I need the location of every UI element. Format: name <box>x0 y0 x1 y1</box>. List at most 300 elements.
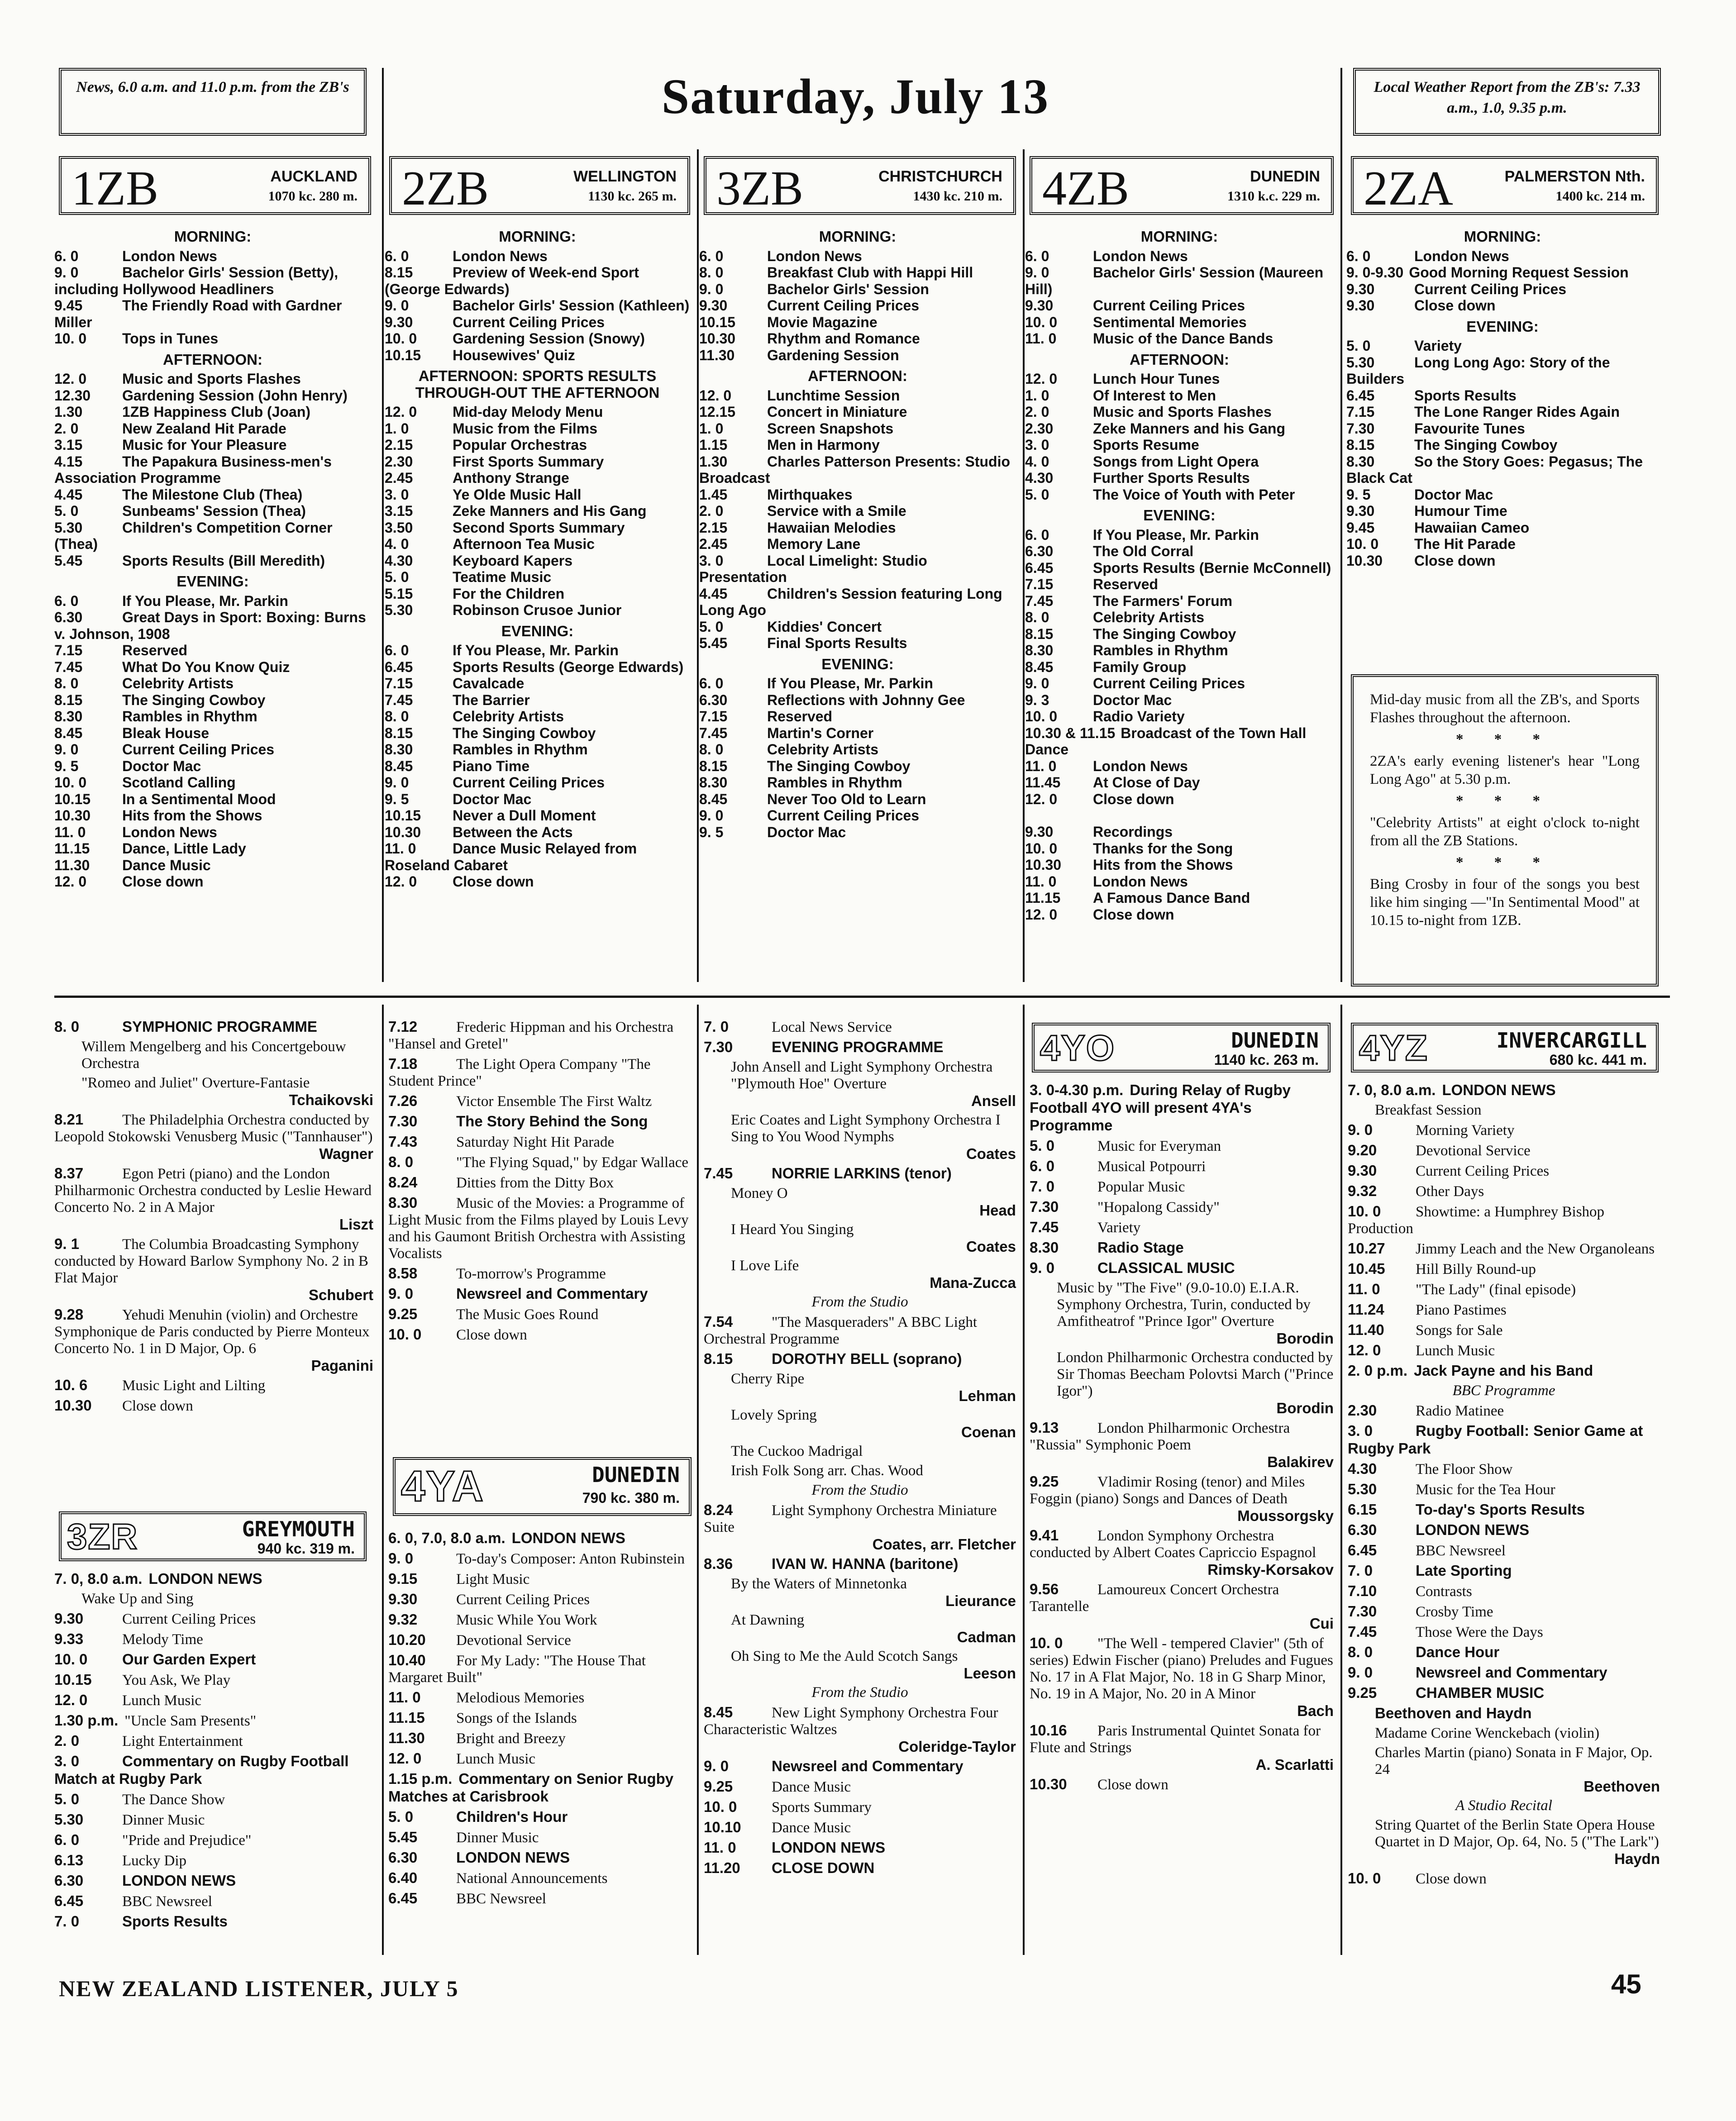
programme-entry <box>1348 1684 1660 1702</box>
schedule-entry <box>54 873 371 890</box>
schedule-entry <box>1025 725 1334 758</box>
schedule-entry <box>1346 536 1659 553</box>
entry-title: Thanks for the Song <box>1093 840 1233 857</box>
entry-title: Close down <box>1097 1777 1168 1793</box>
entry-title: To-morrow's Programme <box>456 1266 606 1282</box>
entry-title: Rambles in Rhythm <box>767 774 902 791</box>
entry-title: Long Long Ago: Story of the Builders <box>1346 354 1610 387</box>
entry-time: 8.15 <box>385 264 413 281</box>
entry-time: 10.30 <box>1346 552 1383 569</box>
programme-entry <box>1348 1142 1660 1159</box>
entry-title: Great Days in Sport: Boxing: Burns v. Johnson, 1908 <box>54 609 366 642</box>
entry-title: Newsreel and Commentary <box>1416 1664 1607 1681</box>
programme-entry <box>704 1350 1016 1368</box>
schedule-entry <box>54 824 371 841</box>
entry-title: Melodious Memories <box>456 1690 585 1706</box>
schedule-entry <box>1346 520 1659 536</box>
entry-time: 9. 5 <box>1346 486 1371 503</box>
schedule-entry <box>54 593 371 610</box>
entry-time: 6. 0 <box>1025 526 1049 543</box>
entry-title: The Singing Cowboy <box>767 758 911 774</box>
station-frequency: 1430 kc. 210 m. <box>913 189 1002 204</box>
entry-title: Gardening Session (Snowy) <box>453 330 645 347</box>
entry-title: Dance Music <box>772 1820 851 1836</box>
column-rule <box>382 1005 384 1955</box>
entry-time: 4.30 <box>1025 470 1054 486</box>
entry-title: During Relay of Rugby Football 4YO will present 4YA's Programme <box>1030 1082 1291 1134</box>
programme-entry <box>1348 1521 1660 1539</box>
programme-entry <box>54 1039 373 1072</box>
programme-entry <box>388 1092 692 1110</box>
entry-title: London News <box>1093 758 1188 774</box>
schedule-entry <box>1346 420 1659 437</box>
entry-time: 5.45 <box>388 1829 418 1845</box>
entry-title: Variety <box>1097 1220 1141 1236</box>
entry-time: 10.15 <box>54 791 91 807</box>
entry-time: 7.26 <box>388 1092 418 1109</box>
entry-title: Concert in Miniature <box>767 404 907 420</box>
entry-title: The Dance Show <box>122 1792 225 1808</box>
programme-entry <box>1348 1102 1660 1119</box>
entry-title: For My Lady: "The House That Margaret Built" <box>388 1653 646 1686</box>
column-rule <box>697 149 699 982</box>
entry-title: Close down <box>453 873 534 890</box>
programme-entry <box>54 1892 373 1910</box>
entry-time: 12. 0 <box>54 873 87 890</box>
entry-time: 1.15 p.m. <box>388 1770 453 1787</box>
entry-time: 12. 0 <box>1025 791 1058 807</box>
entry-time: 7.45 <box>704 1165 733 1182</box>
schedule-entry <box>385 602 690 619</box>
entry-time: 6.45 <box>1025 559 1054 576</box>
entry-time: 5.45 <box>699 635 728 651</box>
programme-entry <box>54 1591 373 1607</box>
entry-title: Commentary on Senior Rugby Matches at Carisbrook <box>388 1770 674 1805</box>
entry-title: Housewives' Quiz <box>453 347 575 363</box>
entry-time: 6. 0 <box>1346 248 1371 264</box>
entry-time: 9. 0 <box>388 1550 414 1567</box>
entry-title: The Light Opera Company "The Student Prince" <box>388 1056 651 1089</box>
entry-title: Doctor Mac <box>1093 691 1172 708</box>
entry-title: Bright and Breezy <box>456 1730 566 1747</box>
programme-entry <box>1348 1281 1660 1298</box>
schedule-entry <box>54 264 371 297</box>
schedule-entry <box>385 692 690 709</box>
programme-entry <box>54 1913 373 1930</box>
entry-time: 11. 0 <box>704 1839 736 1856</box>
programme-entry <box>704 1407 1016 1440</box>
entry-time: 8.30 <box>699 774 728 791</box>
station-logo: 4YA <box>401 1462 484 1511</box>
programme-entry <box>704 1313 1016 1348</box>
programme-entry <box>704 1778 1016 1796</box>
entry-title: CLOSE DOWN <box>772 1859 875 1876</box>
schedule-entry <box>1025 387 1334 404</box>
entry-title: Family Group <box>1093 658 1187 675</box>
schedule-entry <box>699 420 1016 437</box>
entry-time: 10.30 <box>1030 1776 1067 1792</box>
entry-title: LONDON NEWS <box>1416 1521 1530 1538</box>
entry-time: 2.30 <box>1348 1402 1377 1419</box>
programme-entry <box>704 1798 1016 1816</box>
entry-time: 11.30 <box>388 1730 425 1746</box>
entry-time: 9. 0 <box>1348 1664 1373 1681</box>
entry-time: 6.45 <box>1348 1542 1377 1559</box>
entry-title: Celebrity Artists <box>453 708 564 724</box>
entry-title: Final Sports Results <box>767 635 907 651</box>
programme-entry <box>54 1630 373 1648</box>
entry-title: Showtime: a Humphrey Bishop Production <box>1348 1204 1605 1237</box>
programme-entry <box>388 1849 692 1867</box>
schedule-entry <box>1025 659 1334 676</box>
entry-title: The Philadelphia Orchestra conducted by Leopold Stokowski Venusberg Music ("Tannhauser") <box>54 1112 373 1145</box>
entry-title: For the Children <box>453 585 565 602</box>
entry-time: 9.30 <box>1025 824 1054 840</box>
schedule-entry <box>699 725 1016 742</box>
entry-title: London Philharmonic Orchestra "Russia" Symphonic Poem <box>1030 1420 1290 1453</box>
entry-title: "Pride and Prejudice" <box>122 1832 252 1849</box>
entry-title: LONDON NEWS <box>456 1849 570 1866</box>
station-city: CHRISTCHURCH <box>878 168 1002 185</box>
entry-title: First Sports Summary <box>453 453 604 470</box>
entry-time: 1. 0 <box>385 420 409 437</box>
entry-time: 6. 0 <box>699 248 724 264</box>
section-heading: AFTERNOON: SPORTS RESULTS THROUGH-OUT THE AFTERNOON <box>415 367 660 401</box>
entry-time: 9.13 <box>1030 1419 1059 1436</box>
schedule-entry <box>699 553 1016 586</box>
entry-title: Doctor Mac <box>767 824 846 840</box>
programme-entry <box>1348 1162 1660 1180</box>
entry-title: Movie Magazine <box>767 314 878 330</box>
entry-time: 10.30 <box>54 807 91 824</box>
entry-time: 8.45 <box>385 758 413 774</box>
entry-time: 9. 5 <box>54 758 79 774</box>
entry-title: Yehudi Menuhin (violin) and Orchestre Symphonique de Paris conducted by Pierre Monteux Concerto No. 1 in D Major, Op. 6 <box>54 1307 370 1357</box>
entry-time: 9. 0 <box>54 741 79 758</box>
station-frequency: 1140 kc. 263 m. <box>1214 1052 1319 1068</box>
entry-title: LONDON NEWS <box>148 1570 262 1587</box>
schedule-entry <box>1025 807 1334 824</box>
schedule-entry <box>54 741 371 758</box>
station-callsign: 3ZB <box>716 162 804 215</box>
schedule-entry <box>1025 824 1334 840</box>
composer: Coleridge-Taylor <box>898 1738 1016 1755</box>
schedule-entry <box>1025 264 1334 297</box>
entry-time: 7.12 <box>388 1018 418 1035</box>
schedule-entry <box>699 741 1016 758</box>
entry-title: LONDON NEWS <box>1442 1082 1556 1098</box>
schedule-entry <box>699 437 1016 453</box>
entry-title: Dance Music Relayed from Roseland Cabaret <box>385 840 637 873</box>
entry-time: 10.30 & 11.15 <box>1025 724 1116 741</box>
entry-time: 7.45 <box>54 658 83 675</box>
entry-title: The Singing Cowboy <box>453 724 596 741</box>
entry-time: 3. 0 <box>1348 1422 1373 1439</box>
entry-time: 6.30 <box>54 609 83 625</box>
entry-title: Zeke Manners and his Gang <box>1093 420 1285 437</box>
entry-title: Service with a Smile <box>767 503 906 519</box>
entry-time: 5.30 <box>54 1811 84 1828</box>
schedule-entry <box>385 675 690 692</box>
entry-title: Sports Results <box>122 1913 228 1930</box>
entry-title: Celebrity Artists <box>122 675 234 691</box>
entry-title: London News <box>1414 248 1509 264</box>
entry-title: The Music Goes Round <box>456 1306 599 1323</box>
programme-entry <box>1348 1870 1660 1887</box>
entry-title: Music for the Tea Hour <box>1416 1482 1555 1498</box>
composer: Mana-Zucca <box>930 1274 1016 1291</box>
entry-time: 4.30 <box>385 552 413 569</box>
entry-time: 11. 0 <box>1025 873 1057 890</box>
entry-title: Music for Your Pleasure <box>122 437 287 453</box>
station-box-3 <box>1030 156 1334 215</box>
news-times-note: News, 6.0 a.m. and 11.0 p.m. from the ZB's <box>59 68 367 136</box>
entry-time: 8.30 <box>388 1194 418 1211</box>
entry-title: Mirthquakes <box>767 486 853 503</box>
schedule-entry <box>385 314 690 331</box>
station-box-2 <box>704 156 1016 215</box>
entry-title: Scotland Calling <box>122 774 236 791</box>
entry-time: 10. 0 <box>1025 840 1058 857</box>
entry-title: Devotional Service <box>1416 1143 1531 1159</box>
schedule-entry <box>54 387 371 404</box>
entry-title: If You Please, Mr. Parkin <box>453 642 619 658</box>
entry-title: London Philharmonic Orchestra conducted by Sir Thomas Beecham Polovtsi March ("Prince Igor") <box>1057 1349 1334 1399</box>
entry-title: Close down <box>456 1327 527 1343</box>
programme-entry <box>54 1075 373 1108</box>
note-item: 2ZA's early evening listener's hear "Long Long Ago" at 5.30 p.m. <box>1370 753 1640 787</box>
programme-entry <box>1348 1460 1660 1478</box>
entry-title: Reserved <box>1093 576 1159 592</box>
station-frequency: 1070 kc. 280 m. <box>268 189 358 204</box>
entry-time: 8.30 <box>1025 642 1054 658</box>
schedule-entry <box>699 297 1016 314</box>
station-frequency: 1310 k.c. 229 m. <box>1227 189 1320 204</box>
entry-title: Those Were the Days <box>1416 1624 1543 1640</box>
entry-time: 9. 0 <box>1025 264 1049 281</box>
schedule-entry <box>385 248 690 265</box>
entry-title: I Love Life <box>731 1258 799 1274</box>
entry-time: 11. 0 <box>1348 1281 1380 1297</box>
entry-time: 9. 0 <box>699 807 724 824</box>
entry-time: 9.30 <box>54 1610 84 1627</box>
composer: Liszt <box>339 1216 373 1233</box>
programme-entry <box>54 1831 373 1849</box>
schedule-entry <box>1025 576 1334 593</box>
schedule-entry <box>699 264 1016 281</box>
lower-column-4ya <box>388 1530 692 1910</box>
station-logo: 4YZ <box>1359 1028 1428 1068</box>
programme-entry <box>1030 1198 1334 1216</box>
programme-entry <box>1348 1744 1660 1795</box>
programme-entry <box>1348 1362 1660 1380</box>
station-box-4 <box>1351 156 1659 215</box>
station-box-1 <box>389 156 690 215</box>
entry-title: Current Ceiling Prices <box>453 774 605 791</box>
lower-column-2 <box>388 1018 692 1346</box>
page-title: Saturday, July 13 <box>661 69 1049 124</box>
entry-time: 6. 0 <box>699 675 724 691</box>
programme-entry <box>704 1039 1016 1056</box>
entry-time: 2.30 <box>1025 420 1054 437</box>
entry-title: The Papakura Business-men's Association Programme <box>54 453 332 486</box>
entry-title: Never a Dull Moment <box>453 807 596 824</box>
entry-title: Ditties from the Ditty Box <box>456 1175 614 1191</box>
entry-time: 9.25 <box>1030 1473 1059 1490</box>
entry-title: Close down <box>122 873 204 890</box>
programme-entry <box>388 1709 692 1727</box>
schedule-entry <box>1025 857 1334 873</box>
programme-entry <box>1348 1644 1660 1661</box>
entry-time: 6. 0 <box>385 248 409 264</box>
schedule-entry <box>1025 692 1334 709</box>
entry-time: 9. 0 <box>1025 675 1049 691</box>
entry-time: 8.45 <box>54 724 83 741</box>
station-schedule-3 <box>1025 224 1334 923</box>
entry-title: John Ansell and Light Symphony Orchestra "Plymouth Hoe" Overture <box>731 1059 993 1092</box>
programme-entry <box>1030 1419 1334 1470</box>
schedule-entry <box>699 758 1016 775</box>
entry-title: Favourite Tunes <box>1414 420 1525 437</box>
entry-time: 10.15 <box>54 1671 92 1688</box>
entry-time: 2. 0 <box>1025 404 1049 420</box>
entry-title: Light Symphony Orchestra Miniature Suite <box>704 1502 997 1535</box>
entry-title: Music for Everyman <box>1097 1138 1221 1154</box>
entry-title: Dinner Music <box>456 1830 539 1846</box>
notes-box <box>1351 674 1659 987</box>
entry-title: Hits from the Shows <box>1093 857 1233 873</box>
entry-time: 6.30 <box>54 1872 84 1889</box>
entry-title: Current Ceiling Prices <box>1093 675 1245 691</box>
station-logo: 4YO <box>1040 1028 1116 1068</box>
entry-title: Celebrity Artists <box>1093 609 1204 625</box>
entry-time: 8.30 <box>1030 1239 1059 1256</box>
schedule-entry <box>699 314 1016 331</box>
schedule-entry <box>1346 354 1659 387</box>
entry-time: 9. 0 <box>54 264 79 281</box>
station-city: PALMERSTON Nth. <box>1504 168 1645 185</box>
entry-title: Dance Hour <box>1416 1644 1500 1660</box>
section-heading: AFTERNOON: <box>1130 351 1229 368</box>
programme-entry <box>54 1872 373 1890</box>
schedule-entry <box>54 503 371 520</box>
entry-time: 10.10 <box>704 1819 741 1835</box>
entry-time: 12. 0 <box>1025 906 1058 923</box>
section-heading: MORNING: <box>819 228 897 245</box>
schedule-entry <box>699 692 1016 709</box>
entry-time: 7.15 <box>1346 404 1375 420</box>
entry-time: 9. 0 <box>1348 1121 1373 1138</box>
entry-time: 4.45 <box>54 486 83 503</box>
entry-title: Breakfast Session <box>1375 1102 1482 1118</box>
stars-separator: * * * <box>1456 731 1554 748</box>
entry-time: 8. 0 <box>699 264 724 281</box>
schedule-entry <box>1346 281 1659 298</box>
station-callsign: 2ZA <box>1364 162 1453 215</box>
entry-time: 11. 0 <box>54 824 86 840</box>
programme-entry <box>54 1651 373 1668</box>
entry-time: 10.30 <box>699 330 736 347</box>
schedule-entry <box>54 404 371 420</box>
schedule-entry <box>699 824 1016 841</box>
entry-time: 6.30 <box>699 691 728 708</box>
entry-time: 5.30 <box>385 602 413 618</box>
entry-title: To-day's Composer: Anton Rubinstein <box>456 1551 685 1567</box>
schedule-entry <box>1346 387 1659 404</box>
entry-title: Charles Martin (piano) Sonata in F Major, Op. 24 <box>1375 1744 1653 1778</box>
entry-time: 7.45 <box>385 691 413 708</box>
schedule-entry <box>54 330 371 347</box>
schedule-entry <box>699 708 1016 725</box>
entry-title: Bachelor Girls' Session (Kathleen) <box>453 297 690 314</box>
entry-title: Lunch Music <box>1416 1343 1495 1359</box>
section-heading: MORNING: <box>1464 228 1541 245</box>
entry-title: The Friendly Road with Gardner Miller <box>54 297 342 330</box>
composer: Tchaikovski <box>289 1091 373 1108</box>
entry-title: The Floor Show <box>1416 1461 1513 1478</box>
programme-entry <box>54 1235 373 1303</box>
entry-title: Good Morning Request Session <box>1409 264 1629 281</box>
entry-title: Sentimental Memories <box>1093 314 1247 330</box>
composer: Wagner <box>319 1145 373 1162</box>
entry-title: Sunbeams' Session (Thea) <box>122 503 306 519</box>
entry-time: 10. 0 <box>1348 1870 1381 1887</box>
entry-title: Commentary on Rugby Football Match at Rugby Park <box>54 1753 349 1787</box>
station-callsign: 1ZB <box>72 162 159 215</box>
entry-title: Melody Time <box>122 1631 203 1648</box>
station-city: INVERCARGILL <box>1496 1028 1647 1053</box>
entry-title: Music and Sports Flashes <box>122 371 301 387</box>
entry-time: 1. 0 <box>1025 387 1049 404</box>
entry-time: 11. 0 <box>385 840 416 857</box>
programme-entry <box>704 1463 1016 1479</box>
schedule-entry <box>1346 338 1659 354</box>
entry-time: 7.18 <box>388 1055 418 1072</box>
programme-entry <box>388 1808 692 1826</box>
entry-title: Current Ceiling Prices <box>1093 297 1245 314</box>
composer: Borodin <box>1276 1400 1334 1416</box>
entry-title: 1ZB Happiness Club (Joan) <box>122 404 311 420</box>
entry-title: Morning Variety <box>1416 1122 1515 1139</box>
entry-title: Second Sports Summary <box>453 519 625 536</box>
entry-title: Of Interest to Men <box>1093 387 1216 404</box>
entry-time: 11.40 <box>1348 1321 1384 1338</box>
entry-time: 11. 0 <box>1025 330 1057 347</box>
station-frequency: 680 kc. 441 m. <box>1549 1052 1647 1068</box>
station-box-4yz <box>1351 1023 1659 1072</box>
schedule-entry <box>1025 642 1334 659</box>
programme-entry <box>388 1174 692 1192</box>
entry-title: Close down <box>1416 1871 1487 1887</box>
entry-time: 6.45 <box>385 658 413 675</box>
station-box-4yo <box>1032 1023 1331 1072</box>
entry-title: Sports Results (Bill Meredith) <box>122 552 325 569</box>
schedule-entry <box>1025 906 1334 923</box>
entry-title: Sports Summary <box>772 1799 872 1816</box>
programme-entry <box>388 1631 692 1649</box>
composer: Lieurance <box>945 1592 1016 1609</box>
entry-title: Rambles in Rhythm <box>122 708 258 724</box>
schedule-entry <box>54 297 371 330</box>
entry-title: Current Ceiling Prices <box>767 297 920 314</box>
entry-time: 11.15 <box>388 1709 425 1726</box>
schedule-entry <box>1346 453 1659 486</box>
programme-entry <box>54 1753 373 1788</box>
programme-entry <box>388 1730 692 1747</box>
programme-entry <box>388 1770 692 1806</box>
entry-title: Musical Potpourri <box>1097 1158 1206 1175</box>
entry-time: 7.45 <box>1030 1219 1059 1235</box>
